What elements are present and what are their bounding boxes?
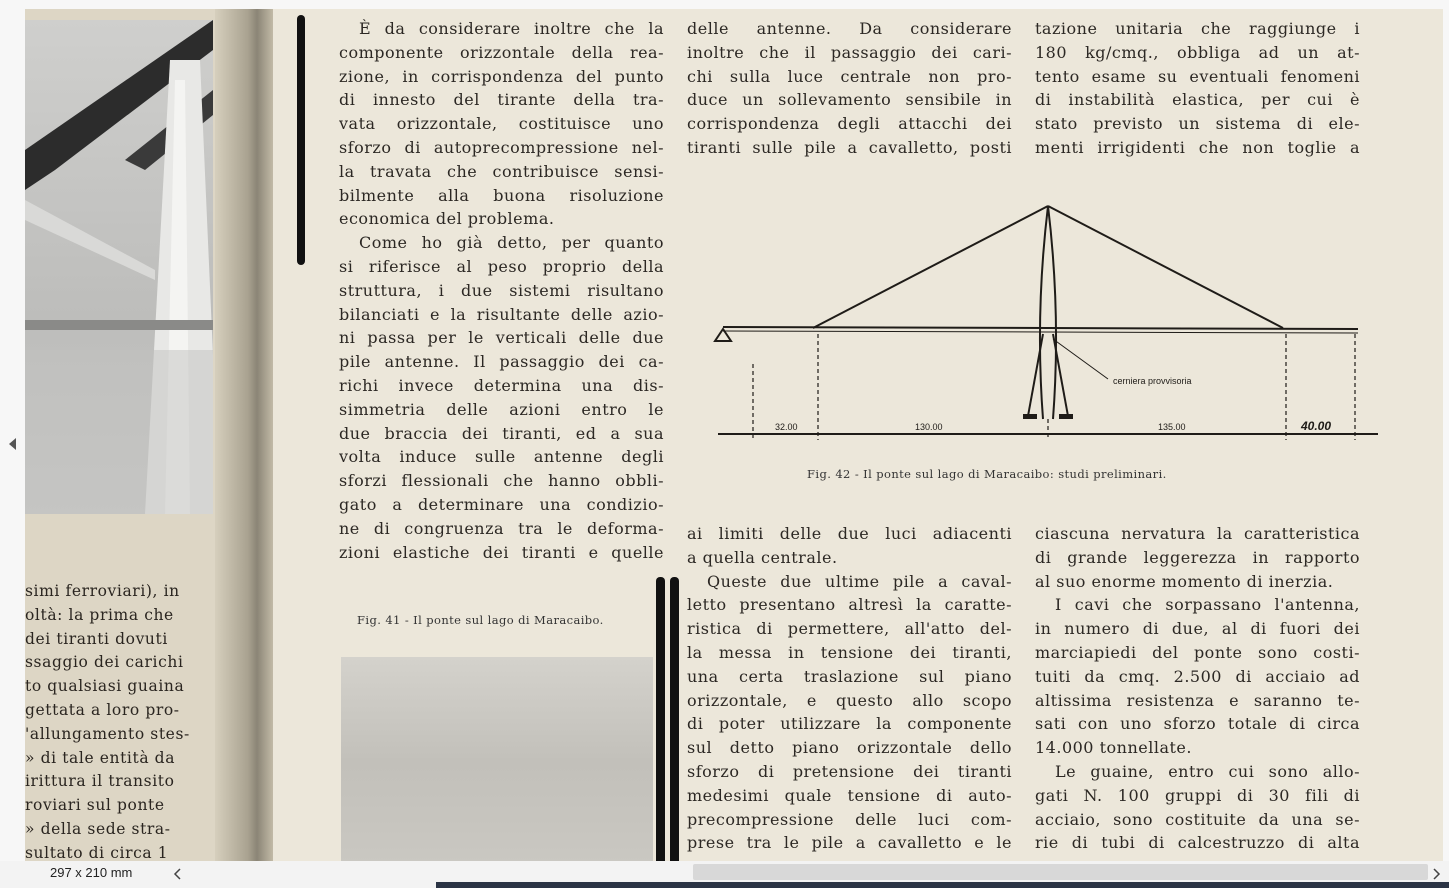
stay-cable <box>813 206 1048 328</box>
text-line: volta induce sulle antenne degli <box>339 447 664 467</box>
text-line: » della sede stra- <box>25 819 171 838</box>
pier-footing <box>1059 414 1073 419</box>
text-line: sforzo di autoprecompressione nel- <box>339 137 664 157</box>
text-line: delle antenne. Da considerare <box>687 19 1012 38</box>
previous-page-button[interactable] <box>6 436 18 452</box>
text-line: medesimi quale tensione di auto- <box>687 785 1012 805</box>
text-line: rie di tubi di calcestruzzo di alta <box>1035 833 1360 853</box>
text-line: Queste due ultime pile a caval- <box>707 571 1012 591</box>
text-line: ciascuna nervatura la caratteristica <box>1035 524 1360 543</box>
text-line: acciaio, sono costituite da una se- <box>1035 809 1360 829</box>
text-line: prese tra le pile a cavalletto e le <box>687 833 1012 853</box>
text-line: stato previsto un sistema di ele- <box>1035 114 1360 134</box>
text-line: dei tiranti dovuti <box>25 629 168 648</box>
text-line: bilmente alla buona risoluzione <box>339 185 664 205</box>
text-line: chi sulla luce centrale non pro- <box>687 66 1012 86</box>
text-line: Come ho già detto, per quanto <box>359 233 664 253</box>
text-line: pile antenne. Il passaggio dei ca- <box>339 352 664 372</box>
text-line: a quella centrale. <box>687 547 838 567</box>
text-line: gati N. 100 gruppi di 30 fili di <box>1035 785 1360 805</box>
text-line: 'allungamento stes- <box>25 724 190 743</box>
taskbar-strip <box>436 882 1449 888</box>
text-line: si riferisce al peso proprio della <box>339 256 664 276</box>
text-column-1 <box>339 17 664 564</box>
chevron-left-icon <box>172 867 182 881</box>
text-line: di instabilità elastica, per cui è <box>1035 90 1360 110</box>
text-line: 180 kg/cmq., obbliga ad un at- <box>1035 42 1360 62</box>
stay-cable <box>1048 206 1283 328</box>
text-line: tiranti sulle pile a cavalletto, posti <box>687 137 1012 157</box>
text-line: sultato di circa 1 <box>25 843 169 861</box>
text-line: una certa traslazione sul piano <box>687 666 1012 686</box>
text-line: bilanciati e la risultante delle azio- <box>339 304 664 324</box>
text-column-3-bottom <box>1035 522 1360 855</box>
text-line: precompressione delle luci com- <box>687 809 1012 829</box>
text-line: zioni elastiche dei tiranti e quelle <box>339 542 664 562</box>
text-line: tento esame su eventuali fenomeni <box>1035 66 1360 86</box>
figure-41-photo <box>341 657 653 861</box>
hinge-label: cerniera provvisoria <box>1113 376 1192 386</box>
text-line: inoltre che il passaggio dei cari- <box>687 42 1012 62</box>
text-line: ne di congruenza tra le deforma- <box>339 518 664 538</box>
text-line: vata orizzontale, costituisce uno <box>339 114 664 134</box>
figure-42-bridge-diagram <box>683 194 1383 464</box>
book-gutter <box>215 9 275 861</box>
text-line: sul detto piano orizzontale dello <box>687 738 1012 758</box>
text-line: di poter utilizzare la componente <box>687 714 1012 734</box>
scroll-right-button[interactable] <box>1432 866 1442 880</box>
text-line: I cavi che sorpassano l'antenna, <box>1055 595 1360 615</box>
text-line: 14.000 tonnellate. <box>1035 738 1192 758</box>
hinge-leader <box>1053 339 1108 379</box>
text-line: di innesto del tirante della tra- <box>339 90 664 110</box>
text-line: di grande leggerezza in rapporto <box>1035 547 1360 567</box>
text-line: tuiti da cmq. 2.500 di acciaio ad <box>1035 666 1360 686</box>
text-line: to qualsiasi guaina <box>25 677 185 696</box>
text-line: componente orizzontale della rea- <box>339 42 664 62</box>
text-line: corrispondenza degli attacchi dei <box>687 114 1012 134</box>
text-line: al suo enorme momento di inerzia. <box>1035 571 1334 591</box>
text-line: ai limiti delle due luci adiacenti <box>687 524 1012 543</box>
text-line: sati con uno sforzo totale di circa <box>1035 714 1360 734</box>
text-line: tazione unitaria che raggiunge i <box>1035 19 1360 38</box>
scanned-spread <box>25 9 1443 861</box>
marker-bar <box>656 577 665 861</box>
text-line: irittura il transito <box>25 772 175 791</box>
text-column-2-top <box>687 17 1012 160</box>
text-line: oltà: la prima che <box>25 605 174 624</box>
text-line: gettata a loro pro- <box>25 700 180 719</box>
dimension-label: 32.00 <box>775 422 798 432</box>
text-line: sforzo di pretensione dei tiranti <box>687 761 1012 781</box>
text-line: altissima resistenza e saranno te- <box>1035 690 1360 710</box>
text-line: » di tale entità da <box>25 748 176 767</box>
text-line: zione, in corrispondenza del punto <box>339 66 664 86</box>
dimension-label: 130.00 <box>915 422 943 432</box>
text-line: simmetria delle azioni entro le <box>339 399 664 419</box>
text-line: simi ferroviari), in <box>25 582 180 600</box>
chevron-right-icon <box>1432 867 1442 881</box>
text-line: letto presentano altresì la caratte- <box>687 595 1012 615</box>
right-page <box>273 9 1443 861</box>
figure-41-caption: Fig. 41 - Il ponte sul lago di Maracaibo. <box>357 613 604 627</box>
text-line: menti irrigidenti che non toglie a <box>1035 137 1360 157</box>
bridge-pylon-photo <box>25 20 213 514</box>
text-line: la messa in tensione dei tiranti, <box>687 642 1012 662</box>
text-line: ni passa per le verticali delle due <box>339 328 664 348</box>
dimension-label: 135.00 <box>1158 422 1186 432</box>
dimension-label: 40.00 <box>1301 419 1332 433</box>
text-column-2-bottom <box>687 522 1012 855</box>
text-line: ristica di permettere, all'atto del- <box>687 619 1012 639</box>
text-line: richi invece determina una dis- <box>339 375 664 395</box>
text-line: due braccia dei tiranti, ed a sua <box>339 423 664 443</box>
text-line: roviari sul ponte <box>25 796 165 815</box>
text-line: marciapiedi del ponte sono costi- <box>1035 642 1360 662</box>
antenna <box>1040 206 1056 419</box>
scroll-left-button[interactable] <box>172 866 182 880</box>
text-line: struttura, i due sistemi risultano <box>339 280 664 300</box>
text-column-3-top <box>1035 17 1360 160</box>
horizontal-scrollbar-thumb[interactable] <box>693 864 1428 880</box>
text-line: la travata che contribuisce sensi- <box>339 161 664 181</box>
text-line: orizzontale, e questo allo scopo <box>687 690 1012 710</box>
text-line: È da considerare inoltre che la <box>359 19 664 38</box>
chevron-left-icon <box>6 436 18 452</box>
marker-bar <box>297 15 305 265</box>
text-line: in numero di due, al di fuori dei <box>1035 619 1360 639</box>
text-line: duce un sollevamento sensibile in <box>687 90 1012 110</box>
text-line: sforzi flessionali che hanno obbli- <box>339 471 664 491</box>
status-bar <box>0 861 1449 888</box>
figure-42-caption: Fig. 42 - Il ponte sul lago di Maracaibo: studi preliminari. <box>807 467 1167 481</box>
page-size-label: 297 x 210 mm <box>50 865 133 880</box>
text-line: Le guaine, entro cui sono allo- <box>1055 761 1360 781</box>
left-page-text <box>25 580 205 861</box>
text-line: ssaggio dei carichi <box>25 653 184 672</box>
text-line: gato a determinare una condizio- <box>339 494 664 514</box>
marker-bar <box>670 577 679 861</box>
pier-footing <box>1023 414 1037 419</box>
text-line: economica del problema. <box>339 209 555 229</box>
